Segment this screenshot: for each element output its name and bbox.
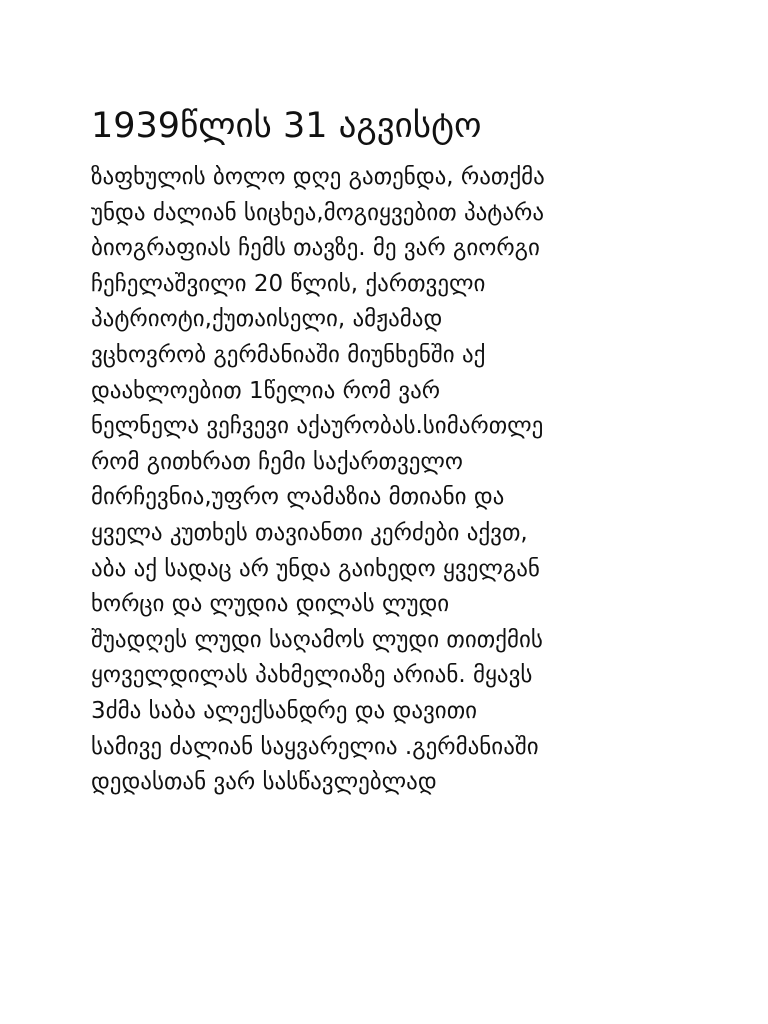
document-title: 1939წლის 31 აგვისტო xyxy=(91,106,482,146)
body-line: რომ გითხრათ ჩემი საქართველო xyxy=(91,448,463,475)
body-line: ყველა კუთხეს თავიანთი კერძები აქვთ, xyxy=(91,519,528,546)
body-line: ხორცი და ლუდია დილას ლუდი xyxy=(91,591,450,618)
document-body xyxy=(91,160,701,801)
body-line: ნელნელა ვეჩვევი აქაურობას.სიმართლე xyxy=(91,413,544,440)
body-line: პატრიოტი,ქუთაისელი, ამჟამად xyxy=(91,306,443,333)
body-line: აბა აქ სადაც არ უნდა გაიხედო ყველგან xyxy=(91,555,540,582)
body-line: უნდა ძალიან სიცხეა,მოგიყვებით პატარა xyxy=(91,199,545,226)
body-line: მირჩევნია,უფრო ლამაზია მთიანი და xyxy=(91,484,505,511)
body-line: ვცხოვრობ გერმანიაში მიუნხენში აქ xyxy=(91,341,486,368)
body-line: შუადღეს ლუდი საღამოს ლუდი თითქმის xyxy=(91,626,543,653)
body-line: ჩეჩელაშვილი 20 წლის, ქართველი xyxy=(91,270,486,297)
body-line: ბიოგრაფიას ჩემს თავზე. მე ვარ გიორგი xyxy=(91,235,540,262)
body-line: ზაფხულის ბოლო დღე გათენდა, რათქმა xyxy=(91,164,545,190)
body-line: ყოველდილას პახმელიაზე არიან. მყავს xyxy=(91,662,533,689)
body-line: სამივე ძალიან საყვარელია .გერმანიაში xyxy=(91,733,539,760)
body-line: 3ძმა საბა ალექსანდრე და დავითი xyxy=(91,697,478,724)
document-page xyxy=(91,96,701,801)
body-line: დაახლოებით 1წელია რომ ვარ xyxy=(91,377,441,404)
body-line: დედასთან ვარ სასწავლებლად xyxy=(91,769,437,796)
